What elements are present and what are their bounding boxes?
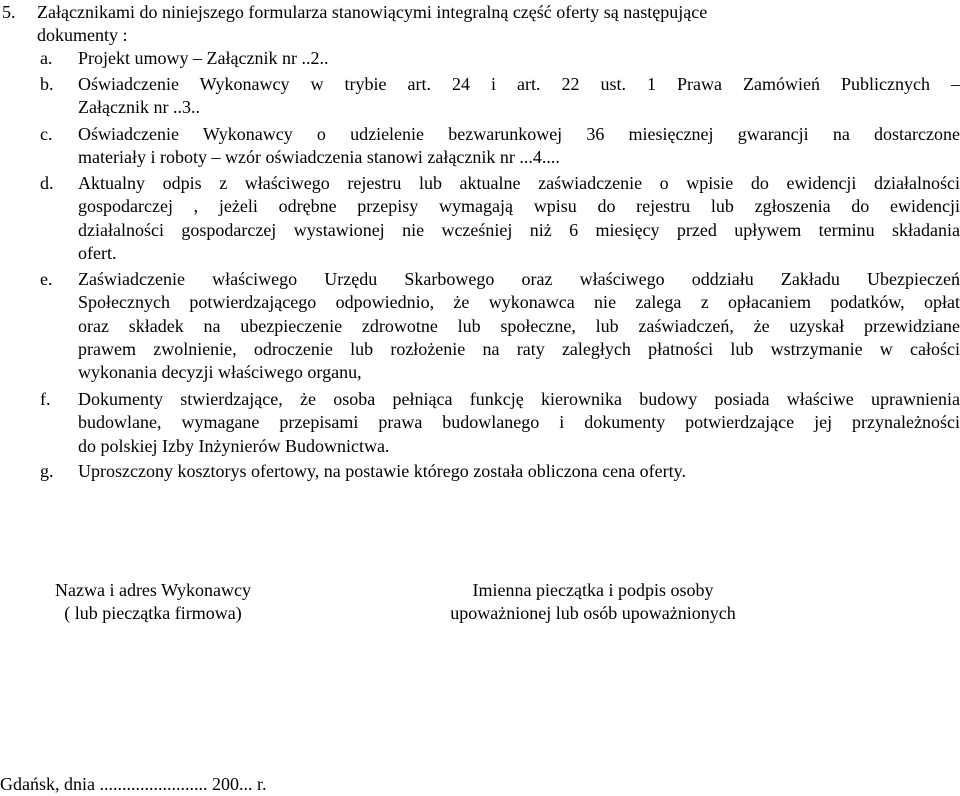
item-line: Uproszczony kosztorys ofertowy, na postawie którego została obliczona cena oferty.: [78, 461, 686, 481]
item-line: oraz składek na ubezpieczenie zdrowotne lub społeczne, lub zaświadczeń, że uzyskał przewidziane: [78, 315, 960, 336]
item-letter: b.: [40, 74, 54, 94]
item-letter: d.: [40, 173, 54, 193]
item-letter: c.: [40, 124, 53, 144]
item-line: Aktualny odpis z właściwego rejestru lub aktualne zaświadczenie o wpisie do ewidencji działalności: [78, 173, 960, 193]
signature-block-contractor: [28, 579, 278, 626]
signature-block-authorized-person: [418, 579, 768, 626]
item-line: Społecznych potwierdzającego odpowiednio, że wykonawca nie zalega z opłacaniem podatków, opłat: [78, 292, 960, 313]
item-text: [78, 47, 960, 70]
item-line: Załącznik nr ..3..: [78, 97, 200, 118]
item-text: [78, 268, 960, 384]
item-line: Zaświadczenie właściwego Urzędu Skarbowego oraz właściwego oddziału Zakładu Ubezpieczeń: [78, 269, 960, 289]
item-line: Oświadczenie Wykonawcy o udzielenie bezwarunkowej 36 miesięcznej gwarancji na dostarczone: [78, 124, 960, 144]
item-line: Projekt umowy – Załącznik nr ..2..: [78, 48, 329, 68]
item-text: [78, 123, 960, 170]
signature-line: upoważnionej lub osób upoważnionych: [450, 603, 736, 624]
item-line: Dokumenty stwierdzające, że osoba pełniąca funkcję kierownika budowy posiada właściwe uprawnienia: [78, 389, 960, 409]
item-line: wykonania decyzji właściwego organu,: [78, 362, 362, 383]
item-line: do polskiej Izby Inżynierów Budownictwa.: [78, 435, 390, 456]
section-number: 5.: [2, 2, 16, 22]
item-letter: e.: [40, 269, 53, 289]
item-line: ofert.: [78, 242, 117, 263]
item-letter: g.: [40, 461, 54, 481]
section-5-heading: [0, 0, 960, 45]
section-text: Załącznikami do niniejszego formularza stanowiącymi integralną część oferty są następujące: [37, 2, 708, 22]
item-line: materiały i roboty – wzór oświadczenia stanowi załącznik nr ...4....: [78, 147, 560, 168]
item-line: budowlane, wymagane przepisami prawa budowlanego i dokumenty potwierdzające jej przynależności: [78, 412, 960, 433]
item-line: Oświadczenie Wykonawcy w trybie art. 24 i art. 22 ust. 1 Prawa Zamówień Publicznych –: [78, 74, 960, 94]
section-text-continuation: dokumenty :: [37, 25, 128, 45]
item-letter: a.: [40, 48, 53, 68]
item-text: [78, 73, 960, 120]
item-letter: f.: [40, 389, 51, 409]
item-text: [78, 460, 960, 483]
item-line: prawem zwolnienie, odroczenie lub rozłożenie na raty zaległych płatności lub wstrzymanie w całości: [78, 338, 960, 359]
item-line: gospodarczej , jeżeli odrębne przepisy wymagają wpisu do rejestru lub zgłoszenia do ewidencji: [78, 196, 960, 217]
signature-line: Nazwa i adres Wykonawcy: [54, 580, 251, 600]
item-text: [78, 388, 960, 458]
place-date-line: Gdańsk, dnia ........................ 200... r.: [0, 774, 267, 794]
item-line: działalności gospodarczej wystawionej nie wcześniej niż 6 miesięcy przed upływem terminu składania: [78, 219, 960, 240]
signature-line: ( lub pieczątka firmowa): [64, 603, 242, 624]
signature-line: Imienna pieczątka i podpis osoby: [472, 580, 714, 600]
item-text: [78, 172, 960, 265]
